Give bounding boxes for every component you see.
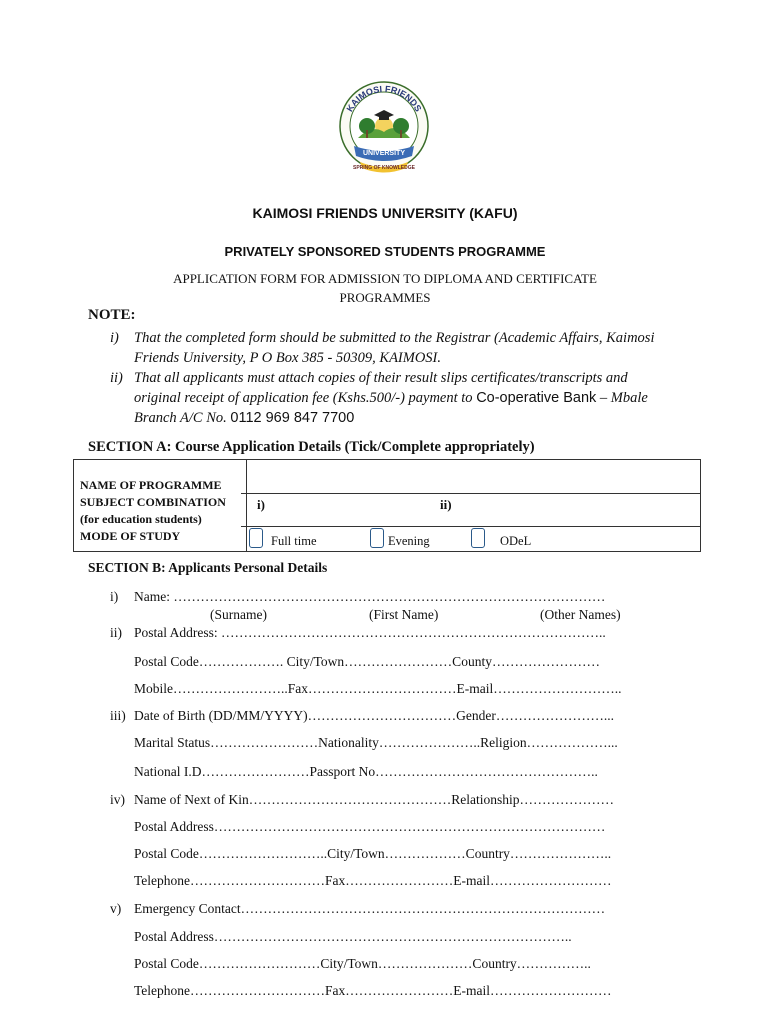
combination-i-label: i)	[257, 497, 265, 512]
course-labels-cell	[74, 460, 247, 552]
first-name-caption: (First Name)	[369, 607, 439, 622]
dob-gender-field[interactable]: Date of Birth (DD/MM/YYYY)……………………………Gender……………………...	[134, 708, 614, 723]
item-number-i: i)	[110, 589, 119, 604]
note-i-text	[134, 328, 684, 368]
item-number-iv: iv)	[110, 792, 125, 807]
note-i-line-1: That the completed form should be submitted to the Registrar (Academic Affairs, Kaimosi	[134, 330, 655, 346]
label-programme: NAME OF PROGRAMME	[80, 478, 222, 492]
combination-ii-label: ii)	[440, 497, 452, 512]
next-of-kin-field[interactable]: Name of Next of Kin………………………………………Relationship…………………	[134, 792, 614, 807]
emergency-telephone-field[interactable]: Telephone…………………………Fax……………………E-mail………………………	[134, 983, 612, 998]
note-i-line-2: Friends University, P O Box 385 - 50309, KAIMOSI.	[134, 350, 442, 366]
emergency-postal-address-field[interactable]: Postal Address……………………………………………………………………..	[134, 929, 572, 944]
note-ii-line-2	[134, 388, 684, 408]
course-details-table	[73, 459, 701, 552]
kin-postal-code-field[interactable]: Postal Code………………………..City/Town………………Country…………………..	[134, 846, 612, 861]
other-names-caption: (Other Names)	[540, 607, 621, 622]
emergency-postal-code-field[interactable]: Postal Code………………………City/Town…………………Country……………..	[134, 956, 591, 971]
note-heading: NOTE:	[88, 307, 136, 323]
name-field[interactable]: Name: ……………………………………………………………………………………	[134, 589, 606, 604]
full-time-label: Full time	[271, 534, 317, 548]
row-divider	[241, 493, 701, 494]
label-subject-note: (for education students)	[80, 512, 202, 526]
note-ii-line-3	[134, 408, 684, 428]
kin-telephone-field[interactable]: Telephone…………………………Fax……………………E-mail………………………	[134, 873, 612, 888]
odel-label: ODeL	[500, 534, 532, 548]
item-number-v: v)	[110, 901, 122, 916]
full-time-checkbox[interactable]	[249, 528, 263, 548]
note-i-number: i)	[110, 330, 119, 346]
surname-caption: (Surname)	[210, 607, 267, 622]
svg-text:UNIVERSITY: UNIVERSITY	[362, 150, 406, 157]
form-title	[0, 269, 770, 307]
evening-label: Evening	[388, 534, 430, 548]
account-label: Branch A/C No.	[134, 410, 231, 426]
national-id-passport-field[interactable]: National I.D……………………Passport No…………………………………………..	[134, 764, 598, 779]
postal-code-city-county-field[interactable]: Postal Code………………. City/Town……………………County……………………	[134, 654, 600, 669]
programme-title: PRIVATELY SPONSORED STUDENTS PROGRAMME	[224, 244, 546, 259]
svg-text:KAIMOSI FRIENDS: KAIMOSI FRIENDS	[344, 83, 424, 114]
postal-address-field[interactable]: Postal Address: …………………………………………………………………………..	[134, 625, 606, 640]
note-ii-text	[134, 368, 684, 428]
mobile-fax-email-field[interactable]: Mobile……………………..Fax……………………………E-mail………………………..	[134, 681, 622, 696]
account-number: 0112 969 847 7700	[230, 410, 355, 426]
section-a-heading: SECTION A: Course Application Details (Tick/Complete appropriately)	[88, 439, 535, 455]
bank-name: Co-operative Bank	[476, 390, 597, 406]
emergency-contact-field[interactable]: Emergency Contact………………………………………………………………………	[134, 901, 606, 916]
note-ii-line-1: That all applicants must attach copies of their result slips certificates/transcripts and	[134, 370, 628, 386]
svg-text:SPRING OF KNOWLEDGE: SPRING OF KNOWLEDGE	[353, 165, 415, 171]
form-title-line-1: APPLICATION FORM FOR ADMISSION TO DIPLOMA AND CERTIFICATE	[173, 271, 597, 286]
section-b-heading: SECTION B: Applicants Personal Details	[88, 560, 328, 575]
item-number-iii: iii)	[110, 708, 126, 723]
kin-postal-address-field[interactable]: Postal Address……………………………………………………………………………	[134, 819, 606, 834]
form-title-line-2: PROGRAMMES	[339, 290, 431, 305]
row-divider	[241, 526, 701, 527]
bank-branch: – Mbale	[596, 390, 648, 406]
note-ii-fee-text: original receipt of application fee (Kshs.500/-) payment to	[134, 390, 477, 406]
university-logo	[332, 76, 436, 180]
evening-checkbox[interactable]	[370, 528, 384, 548]
marital-nationality-religion-field[interactable]: Marital Status……………………Nationality…………………..Religion………………...	[134, 735, 618, 750]
note-ii-number: ii)	[110, 370, 123, 386]
university-title: KAIMOSI FRIENDS UNIVERSITY (KAFU)	[252, 205, 518, 221]
odel-checkbox[interactable]	[471, 528, 485, 548]
label-mode-of-study: MODE OF STUDY	[80, 529, 181, 543]
label-subject-combination: SUBJECT COMBINATION	[80, 495, 226, 509]
item-number-ii: ii)	[110, 625, 122, 640]
